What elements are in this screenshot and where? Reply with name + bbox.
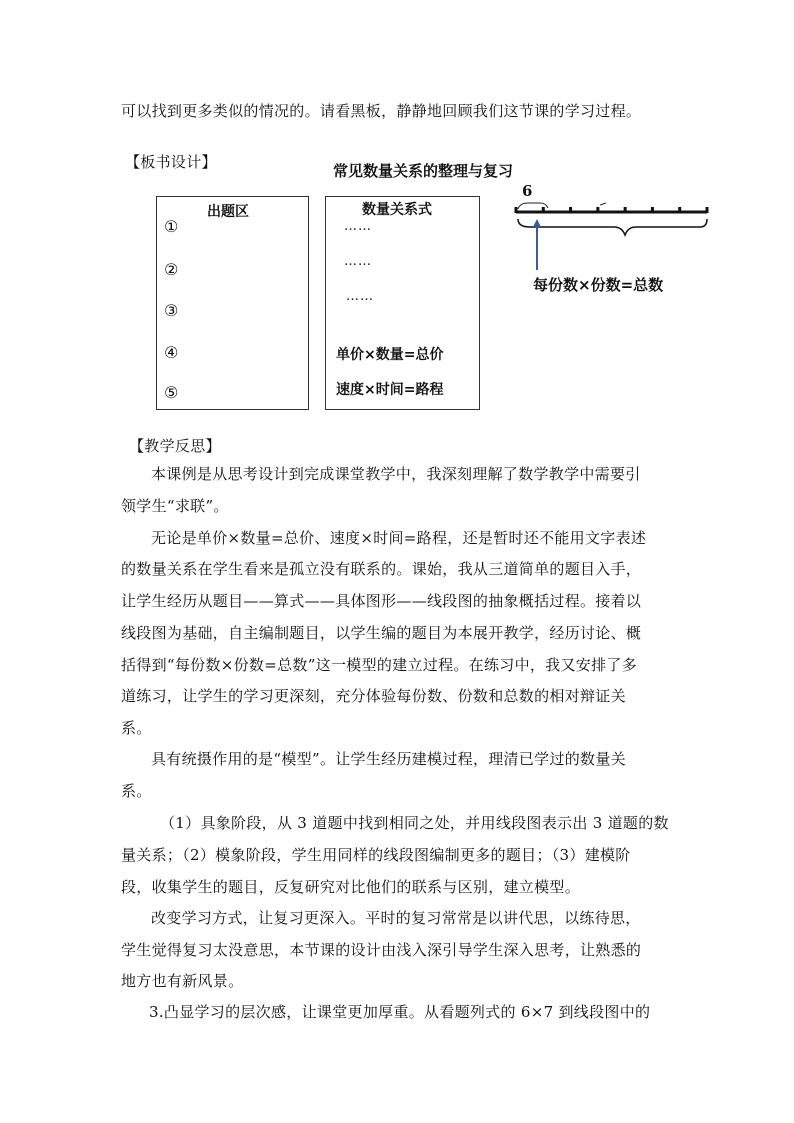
reflection-line-9: 系。 [121, 719, 152, 737]
board-heading: 【板书设计】 [125, 153, 217, 171]
reflection-line-17: 地方也有新风景。 [121, 972, 244, 990]
ellipsis-2: …… [344, 254, 372, 269]
reflection-line-12: （1）具象阶段，从 3 道题中找到相同之处，并用线段图表示出 3 道题的数 [160, 814, 669, 832]
question-slot-5: ⑤ [164, 383, 179, 402]
reflection-line-8: 道练习，让学生的学习更深刻，充分体验每份数、份数和总数的相对辩证关 [121, 687, 626, 705]
reflection-line-3: 无论是单价×数量=总价、速度×时间=路程，还是暂时还不能用文字表述 [151, 529, 647, 547]
reflection-line-10: 具有统摄作用的是“模型”。让学生经历建模过程，理清已学过的数量关 [151, 750, 626, 768]
ellipsis-3: …… [346, 289, 374, 304]
reflection-line-1: 本课例是从思考设计到完成课堂教学中，我深刻理解了数学教学中需要引 [151, 465, 641, 483]
reflection-line-7: 括得到“每份数×份数=总数”这一模型的建立过程。在练习中，我又安排了多 [121, 656, 637, 674]
question-slot-2: ② [164, 260, 179, 279]
reflection-line-13: 量关系；（2）模象阶段，学生用同样的线段图编制更多的题目；（3）建模阶 [121, 846, 631, 864]
reflection-line-2: 领学生“求联”。 [121, 497, 229, 515]
reflection-line-14: 段，收集学生的题目，反复研究对比他们的联系与区别，建立模型。 [121, 878, 581, 896]
reflection-line-16: 学生觉得复习太没意思，本节课的设计由浅入深引导学生深入思考，让熟悉的 [121, 941, 642, 959]
segment-arrow-head [533, 219, 541, 227]
total-formula: 每份数×份数=总数 [533, 276, 664, 294]
segment-bottom-brace [518, 219, 707, 235]
reflection-line-15: 改变学习方式，让复习更深入。平时的复习常常是以讲代思，以练待思， [151, 909, 641, 927]
relation-formula-title: 数量关系式 [362, 202, 432, 218]
reflection-line-18: 3.凸显学习的层次感，让课堂更加厚重。从看题列式的 6×7 到线段图中的 [149, 1003, 651, 1021]
reflection-line-4: 的数量关系在学生看来是孤立没有联系的。课始，我从三道简单的题目入手， [121, 560, 642, 578]
question-area-title: 出题区 [207, 204, 249, 220]
formula-unit-price: 单价×数量=总价 [336, 347, 444, 363]
segment-diagram [510, 195, 720, 275]
question-area-box [156, 196, 309, 410]
question-slot-3: ③ [164, 301, 179, 320]
segment-mark [600, 203, 606, 205]
question-slot-4: ④ [164, 343, 179, 362]
segment-label: 6 [522, 182, 533, 200]
board-title: 常见数量关系的整理与复习 [333, 162, 514, 180]
question-slot-1: ① [164, 217, 179, 236]
reflection-heading: 【教学反思】 [129, 437, 221, 455]
reflection-line-11: 系。 [121, 782, 152, 800]
ellipsis-1: …… [344, 219, 372, 234]
formula-speed-time: 速度×时间=路程 [336, 382, 444, 398]
reflection-line-6: 线段图为基础，自主编制题目，以学生编的题目为本展开教学，经历讨论、概 [121, 624, 642, 642]
reflection-line-5: 让学生经历从题目——算式——具体图形——线段图的抽象概括过程。接着以 [121, 592, 642, 610]
relation-formula-box [325, 196, 480, 410]
intro-text: 可以找到更多类似的情况的。请看黑板，静静地回顾我们这节课的学习过程。 [121, 102, 642, 120]
